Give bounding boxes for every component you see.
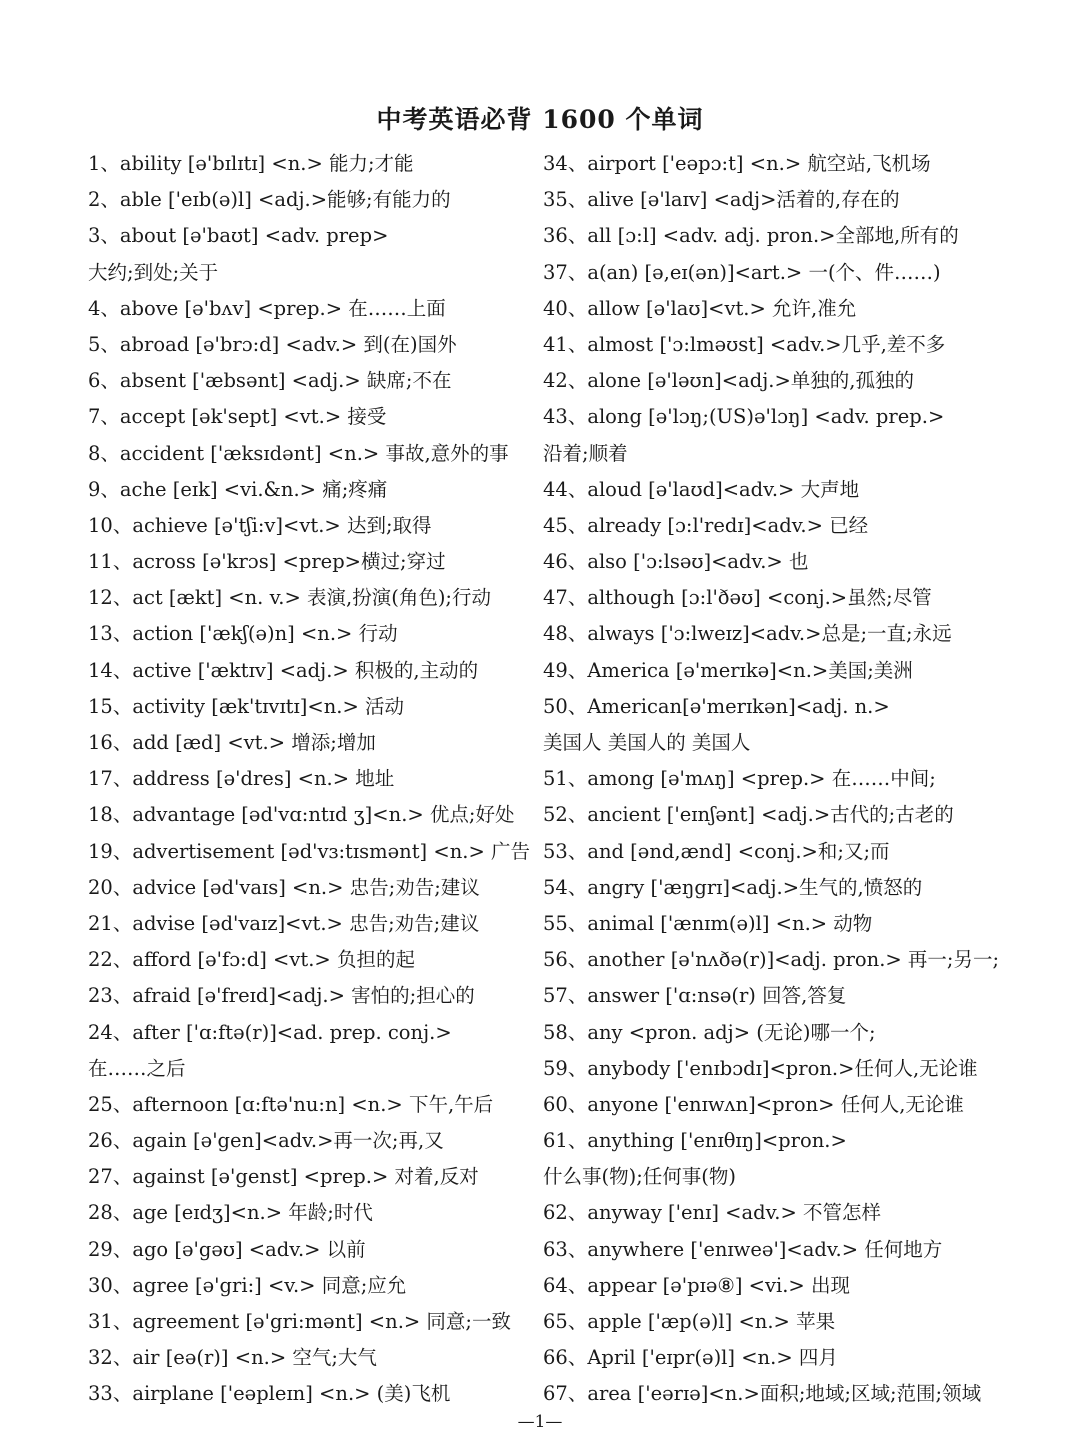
left-column [88,146,538,1413]
vocab-line: 28、age [eɪdʒ]<n.> 年龄;时代 [88,1201,373,1225]
vocab-line: 57、answer ['ɑ:nsə(r) 回答,答复 [543,984,847,1008]
vocab-line: 56、another [ə'nʌðə(r)]<adj. pron.> 再一;另一; [543,948,1000,972]
vocab-line: 17、address [ə'dres] <n.> 地址 [88,767,395,791]
vocab-line: 61、anything ['enɪθɪŋ]<pron.> [543,1129,847,1153]
vocab-line: 34、airport ['eəpɔ:t] <n.> 航空站,飞机场 [543,152,931,175]
vocab-line: 42、alone [ə'ləʊn]<adj.>单独的,孤独的 [543,369,914,393]
vocab-line: 52、ancient ['eɪnʃənt] <adj.>古代的;古老的 [543,803,954,827]
page-title: 中考英语必背 1600 个单词 [376,105,704,134]
vocab-line: 46、also ['ɔ:lsəʊ]<adv.> 也 [543,550,809,574]
vocab-line: 14、active ['æktɪv] <adj.> 积极的,主动的 [88,658,479,682]
vocab-line: 43、along [ə'lɔŋ;(US)ə'lɔŋ] <adv. prep.> [543,405,945,429]
vocab-line: 59、anybody ['enɪbɔdɪ]<pron.>任何人,无论谁 [543,1056,978,1080]
vocab-line: 37、a(an) [ə,eɪ(ən)]<art.> 一(个、件……) [543,260,941,284]
vocab-line: 51、among [ə'mʌŋ] <prep.> 在……中间; [543,767,936,791]
page-number: —1— [517,1412,563,1432]
vocab-line: 12、act [ækt] <n. v.> 表演,扮演(角色);行动 [88,586,492,610]
vocab-line: 2、able ['eɪb(ə)l] <adj.>能够;有能力的 [88,188,451,212]
vocab-line: 20、advice [əd'vaɪs] <n.> 忠告;劝告;建议 [88,875,480,899]
vocab-line: 24、after ['ɑ:ftə(r)]<ad. prep. conj.> [88,1020,452,1044]
vocab-line: 18、advantage [əd'vɑ:ntɪd ʒ]<n.> 优点;好处 [88,803,515,827]
vocab-line: 13、action ['ækʃ(ə)n] <n.> 行动 [88,622,398,646]
vocab-line: 47、although [ɔ:l'ðəʊ] <conj.>虽然;尽管 [543,586,932,610]
vocab-line: 大约;到处;关于 [88,260,219,284]
vocab-line: 60、anyone ['enɪwʌn]<pron> 任何人,无论谁 [543,1092,964,1116]
vocab-line: 36、all [ɔ:l] <adv. adj. pron.>全部地,所有的 [543,224,959,248]
vocab-line: 25、afternoon [ɑ:ftə'nu:n] <n.> 下午,午后 [88,1092,494,1116]
vocab-line: 67、area ['eərɪə]<n.>面积;地域;区域;范围;领域 [543,1382,982,1406]
vocab-line: 8、accident ['æksɪdənt] <n.> 事故,意外的事 [88,441,509,465]
vocab-line: 64、appear [ə'pɪə⑧] <vi.> 出现 [543,1273,850,1297]
vocab-line: 35、alive [ə'laɪv] <adj>活着的,存在的 [543,188,900,212]
vocab-line: 19、advertisement [əd'vɜ:tɪsmənt] <n.> 广告 [88,839,530,863]
vocab-line: 7、accept [ək'sept] <vt.> 接受 [88,405,387,429]
vocab-line: 3、about [ə'baʊt] <adv. prep> [88,224,389,248]
vocab-line: 53、and [ənd,ænd] <conj.>和;又;而 [543,839,890,863]
vocab-line: 什么事(物);任何事(物) [543,1165,737,1189]
vocab-line: 50、American[ə'merɪkən]<adj. n.> [543,694,890,718]
vocab-line: 21、advise [əd'vaɪz]<vt.> 忠告;劝告;建议 [88,911,480,935]
vocab-line: 沿着;顺着 [543,441,628,465]
vocab-line: 33、airplane ['eəpleɪn] <n.> (美)飞机 [88,1382,451,1406]
vocab-line: 31、agreement [ə'gri:mənt] <n.> 同意;一致 [88,1310,512,1333]
vocab-line: 10、achieve [ə'tʃi:v]<vt.> 达到;取得 [88,513,432,537]
vocab-line: 4、above [ə'bʌv] <prep.> 在……上面 [88,296,446,320]
vocab-line: 5、abroad [ə'brɔ:d] <adv.> 到(在)国外 [88,332,457,356]
vocab-line: 22、afford [ə'fɔ:d] <vt.> 负担的起 [88,948,415,972]
vocab-line: 29、ago [ə'gəʊ] <adv.> 以前 [88,1237,366,1261]
vocab-line: 65、apple ['æp(ə)l] <n.> 苹果 [543,1310,836,1333]
vocab-line: 58、any <pron. adj> (无论)哪一个; [543,1020,876,1044]
vocab-line: 66、April ['eɪpr(ə)l] <n.> 四月 [543,1346,838,1370]
right-column [543,146,1043,1413]
vocab-line: 40、allow [ə'laʊ]<vt.> 允许,准允 [543,296,857,320]
vocab-line: 41、almost ['ɔ:lməʊst] <adv.>几乎,差不多 [543,332,946,356]
vocab-line: 54、angry ['æŋgrɪ]<adj.>生气的,愤怒的 [543,875,923,899]
vocab-line: 63、anywhere ['enɪweə']<adv.> 任何地方 [543,1237,943,1261]
vocab-line: 23、afraid [ə'freɪd]<adj.> 害怕的;担心的 [88,984,475,1008]
vocab-line: 45、already [ɔ:l'redɪ]<adv.> 已经 [543,513,869,537]
vocab-line: 15、activity [æk'tɪvɪtɪ]<n.> 活动 [88,694,404,718]
vocab-line: 44、aloud [ə'laʊd]<adv.> 大声地 [543,477,860,501]
vocab-line: 9、ache [eɪk] <vi.&n.> 痛;疼痛 [88,477,388,501]
vocab-line: 49、America [ə'merɪkə]<n.>美国;美洲 [543,658,913,682]
vocab-line: 48、always ['ɔ:lweɪz]<adv.>总是;一直;永远 [543,622,952,646]
vocab-line: 30、agree [ə'gri:] <v.> 同意;应允 [88,1273,407,1297]
vocab-line: 32、air [eə(r)] <n.> 空气;大气 [88,1346,377,1370]
vocab-line: 55、animal ['ænɪm(ə)l] <n.> 动物 [543,911,873,935]
vocab-line: 62、anyway ['enɪ] <adv.> 不管怎样 [543,1201,882,1225]
vocab-line: 26、again [ə'gen]<adv.>再一次;再,又 [88,1129,444,1153]
vocab-line: 6、absent ['æbsənt] <adj.> 缺席;不在 [88,369,452,393]
vocab-line: 美国人 美国人的 美国人 [543,731,751,754]
vocab-line: 在……之后 [88,1056,186,1080]
vocab-line: 11、across [ə'krɔs] <prep>横过;穿过 [88,550,446,574]
vocab-line: 27、against [ə'genst] <prep.> 对着,反对 [88,1165,479,1189]
vocab-line: 1、ability [ə'bɪlɪtɪ] <n.> 能力;才能 [88,152,414,175]
vocab-line: 16、add [æd] <vt.> 增添;增加 [88,731,376,754]
